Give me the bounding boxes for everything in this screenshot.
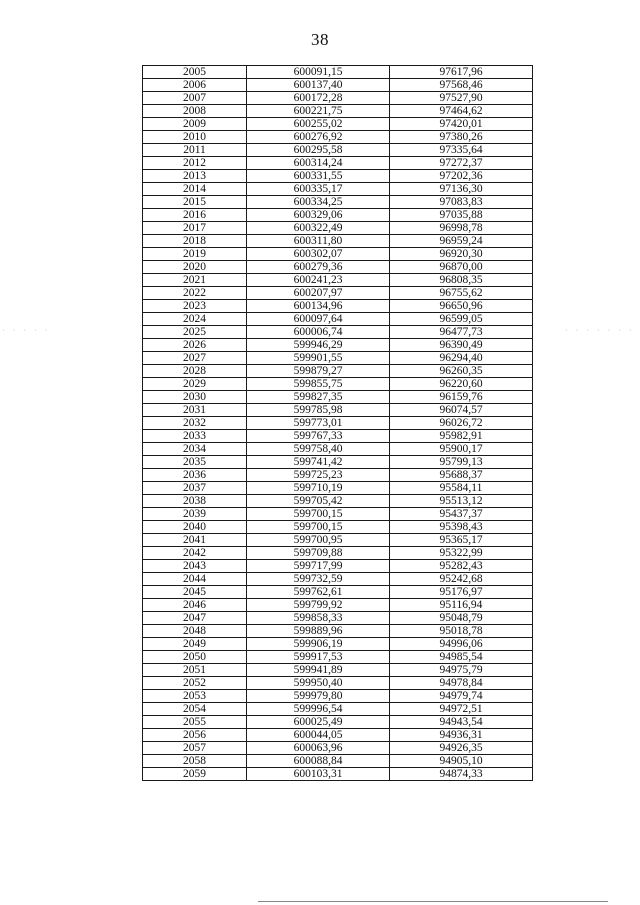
coordinate-y-cell: 94972,51 <box>390 703 533 716</box>
coordinate-y-cell: 97272,37 <box>390 157 533 170</box>
point-number-cell: 2008 <box>143 105 247 118</box>
coordinate-x-cell: 600006,74 <box>247 326 390 339</box>
coordinate-y-cell: 96220,60 <box>390 378 533 391</box>
point-number-cell: 2047 <box>143 612 247 625</box>
coordinate-x-cell: 600103,31 <box>247 768 390 781</box>
point-number-cell: 2020 <box>143 261 247 274</box>
point-number-cell: 2014 <box>143 183 247 196</box>
coordinate-y-cell: 97380,26 <box>390 131 533 144</box>
table-row <box>143 352 533 365</box>
coordinate-x-cell: 599700,95 <box>247 534 390 547</box>
coordinate-y-cell: 94978,84 <box>390 677 533 690</box>
table-row <box>143 248 533 261</box>
table-row <box>143 170 533 183</box>
coordinate-x-cell: 599773,01 <box>247 417 390 430</box>
coordinate-x-cell: 600241,23 <box>247 274 390 287</box>
coordinate-y-cell: 95437,37 <box>390 508 533 521</box>
point-number-cell: 2029 <box>143 378 247 391</box>
coordinates-table-body <box>143 66 533 781</box>
table-row <box>143 196 533 209</box>
table-row <box>143 677 533 690</box>
coordinate-y-cell: 97202,36 <box>390 170 533 183</box>
coordinate-x-cell: 599950,40 <box>247 677 390 690</box>
point-number-cell: 2046 <box>143 599 247 612</box>
coordinate-y-cell: 95242,68 <box>390 573 533 586</box>
table-row <box>143 690 533 703</box>
table-row <box>143 339 533 352</box>
point-number-cell: 2038 <box>143 495 247 508</box>
table-row <box>143 664 533 677</box>
coordinate-x-cell: 600044,05 <box>247 729 390 742</box>
table-row <box>143 118 533 131</box>
table-row <box>143 469 533 482</box>
table-row <box>143 326 533 339</box>
coordinate-x-cell: 600335,17 <box>247 183 390 196</box>
coordinate-y-cell: 97420,01 <box>390 118 533 131</box>
point-number-cell: 2031 <box>143 404 247 417</box>
coordinate-x-cell: 600088,84 <box>247 755 390 768</box>
table-row <box>143 417 533 430</box>
coordinate-y-cell: 97527,90 <box>390 92 533 105</box>
coordinate-y-cell: 95018,78 <box>390 625 533 638</box>
table-row <box>143 716 533 729</box>
scan-specks-left: · · · · · <box>2 326 51 335</box>
table-row <box>143 157 533 170</box>
coordinate-x-cell: 599705,42 <box>247 495 390 508</box>
coordinate-x-cell: 600221,75 <box>247 105 390 118</box>
point-number-cell: 2044 <box>143 573 247 586</box>
coordinate-x-cell: 599709,88 <box>247 547 390 560</box>
coordinate-y-cell: 96870,00 <box>390 261 533 274</box>
point-number-cell: 2033 <box>143 430 247 443</box>
coordinate-y-cell: 95584,11 <box>390 482 533 495</box>
coordinate-x-cell: 599979,80 <box>247 690 390 703</box>
coordinate-y-cell: 94975,79 <box>390 664 533 677</box>
coordinate-x-cell: 600025,49 <box>247 716 390 729</box>
coordinate-y-cell: 96959,24 <box>390 235 533 248</box>
coordinate-x-cell: 600302,07 <box>247 248 390 261</box>
point-number-cell: 2030 <box>143 391 247 404</box>
footer-rule <box>258 901 608 902</box>
point-number-cell: 2009 <box>143 118 247 131</box>
coordinate-x-cell: 600311,80 <box>247 235 390 248</box>
coordinate-y-cell: 96920,30 <box>390 248 533 261</box>
coordinate-y-cell: 94985,54 <box>390 651 533 664</box>
table-row <box>143 287 533 300</box>
point-number-cell: 2025 <box>143 326 247 339</box>
point-number-cell: 2024 <box>143 313 247 326</box>
table-row <box>143 573 533 586</box>
coordinate-y-cell: 95799,13 <box>390 456 533 469</box>
table-row <box>143 703 533 716</box>
coordinate-y-cell: 95398,43 <box>390 521 533 534</box>
coordinate-x-cell: 599901,55 <box>247 352 390 365</box>
table-row <box>143 209 533 222</box>
point-number-cell: 2017 <box>143 222 247 235</box>
point-number-cell: 2043 <box>143 560 247 573</box>
coordinate-y-cell: 94943,54 <box>390 716 533 729</box>
point-number-cell: 2056 <box>143 729 247 742</box>
coordinate-x-cell: 599879,27 <box>247 365 390 378</box>
point-number-cell: 2057 <box>143 742 247 755</box>
point-number-cell: 2011 <box>143 144 247 157</box>
coordinate-y-cell: 95513,12 <box>390 495 533 508</box>
coordinate-y-cell: 96026,72 <box>390 417 533 430</box>
coordinate-x-cell: 599906,19 <box>247 638 390 651</box>
table-row <box>143 625 533 638</box>
coordinate-y-cell: 96477,73 <box>390 326 533 339</box>
coordinate-y-cell: 96260,35 <box>390 365 533 378</box>
coordinate-x-cell: 600322,49 <box>247 222 390 235</box>
point-number-cell: 2049 <box>143 638 247 651</box>
point-number-cell: 2055 <box>143 716 247 729</box>
coordinate-y-cell: 94926,35 <box>390 742 533 755</box>
coordinate-y-cell: 96390,49 <box>390 339 533 352</box>
coordinate-x-cell: 600255,02 <box>247 118 390 131</box>
coordinate-y-cell: 94979,74 <box>390 690 533 703</box>
point-number-cell: 2052 <box>143 677 247 690</box>
coordinate-y-cell: 96650,96 <box>390 300 533 313</box>
table-row <box>143 222 533 235</box>
coordinate-x-cell: 600097,64 <box>247 313 390 326</box>
coordinate-x-cell: 600091,15 <box>247 66 390 79</box>
table-row <box>143 79 533 92</box>
coordinate-x-cell: 600137,40 <box>247 79 390 92</box>
coordinate-x-cell: 600329,06 <box>247 209 390 222</box>
coordinate-y-cell: 95322,99 <box>390 547 533 560</box>
coordinate-y-cell: 97568,46 <box>390 79 533 92</box>
point-number-cell: 2035 <box>143 456 247 469</box>
coordinate-x-cell: 600334,25 <box>247 196 390 209</box>
coordinate-x-cell: 599785,98 <box>247 404 390 417</box>
coordinates-table <box>142 65 533 781</box>
table-row <box>143 456 533 469</box>
table-row <box>143 508 533 521</box>
point-number-cell: 2028 <box>143 365 247 378</box>
coordinate-y-cell: 96998,78 <box>390 222 533 235</box>
coordinate-x-cell: 599996,54 <box>247 703 390 716</box>
point-number-cell: 2050 <box>143 651 247 664</box>
point-number-cell: 2036 <box>143 469 247 482</box>
table-row <box>143 560 533 573</box>
coordinate-x-cell: 600172,28 <box>247 92 390 105</box>
coordinate-y-cell: 97617,96 <box>390 66 533 79</box>
coordinate-x-cell: 600063,96 <box>247 742 390 755</box>
point-number-cell: 2032 <box>143 417 247 430</box>
coordinate-x-cell: 599917,53 <box>247 651 390 664</box>
point-number-cell: 2054 <box>143 703 247 716</box>
point-number-cell: 2016 <box>143 209 247 222</box>
point-number-cell: 2010 <box>143 131 247 144</box>
coordinate-x-cell: 600276,92 <box>247 131 390 144</box>
coordinate-x-cell: 599889,96 <box>247 625 390 638</box>
coordinate-x-cell: 599741,42 <box>247 456 390 469</box>
point-number-cell: 2021 <box>143 274 247 287</box>
point-number-cell: 2027 <box>143 352 247 365</box>
point-number-cell: 2058 <box>143 755 247 768</box>
point-number-cell: 2042 <box>143 547 247 560</box>
point-number-cell: 2041 <box>143 534 247 547</box>
coordinate-x-cell: 599758,40 <box>247 443 390 456</box>
point-number-cell: 2037 <box>143 482 247 495</box>
coordinate-y-cell: 95900,17 <box>390 443 533 456</box>
table-row <box>143 768 533 781</box>
table-row <box>143 183 533 196</box>
table-row <box>143 274 533 287</box>
table-row <box>143 144 533 157</box>
coordinate-y-cell: 96294,40 <box>390 352 533 365</box>
point-number-cell: 2022 <box>143 287 247 300</box>
coordinate-x-cell: 599732,59 <box>247 573 390 586</box>
coordinate-x-cell: 599946,29 <box>247 339 390 352</box>
point-number-cell: 2026 <box>143 339 247 352</box>
point-number-cell: 2023 <box>143 300 247 313</box>
table-row <box>143 66 533 79</box>
table-row <box>143 599 533 612</box>
table-row <box>143 443 533 456</box>
table-row <box>143 586 533 599</box>
coordinate-x-cell: 600314,24 <box>247 157 390 170</box>
table-row <box>143 742 533 755</box>
coordinate-y-cell: 95176,97 <box>390 586 533 599</box>
coordinate-x-cell: 599762,61 <box>247 586 390 599</box>
coordinate-y-cell: 96599,05 <box>390 313 533 326</box>
coordinate-y-cell: 95982,91 <box>390 430 533 443</box>
point-number-cell: 2040 <box>143 521 247 534</box>
scan-specks-right: · · · · · · · <box>565 326 635 335</box>
coordinate-y-cell: 97464,62 <box>390 105 533 118</box>
coordinate-y-cell: 95365,17 <box>390 534 533 547</box>
coordinate-x-cell: 599700,15 <box>247 521 390 534</box>
coordinate-x-cell: 599855,75 <box>247 378 390 391</box>
table-row <box>143 391 533 404</box>
table-row <box>143 105 533 118</box>
point-number-cell: 2015 <box>143 196 247 209</box>
table-row <box>143 729 533 742</box>
coordinate-y-cell: 97035,88 <box>390 209 533 222</box>
table-row <box>143 547 533 560</box>
table-row <box>143 92 533 105</box>
point-number-cell: 2034 <box>143 443 247 456</box>
table-row <box>143 612 533 625</box>
table-row <box>143 521 533 534</box>
point-number-cell: 2059 <box>143 768 247 781</box>
coordinate-x-cell: 599725,23 <box>247 469 390 482</box>
coordinate-y-cell: 94936,31 <box>390 729 533 742</box>
table-row <box>143 378 533 391</box>
coordinate-x-cell: 600134,96 <box>247 300 390 313</box>
coordinate-y-cell: 96755,62 <box>390 287 533 300</box>
point-number-cell: 2005 <box>143 66 247 79</box>
point-number-cell: 2051 <box>143 664 247 677</box>
table-row <box>143 300 533 313</box>
table-row <box>143 365 533 378</box>
coordinate-y-cell: 94874,33 <box>390 768 533 781</box>
point-number-cell: 2006 <box>143 79 247 92</box>
coordinate-x-cell: 600295,58 <box>247 144 390 157</box>
coordinate-y-cell: 94905,10 <box>390 755 533 768</box>
coordinate-x-cell: 600207,97 <box>247 287 390 300</box>
table-row <box>143 495 533 508</box>
coordinate-x-cell: 599827,35 <box>247 391 390 404</box>
table-row <box>143 638 533 651</box>
table-row <box>143 131 533 144</box>
point-number-cell: 2007 <box>143 92 247 105</box>
coordinate-x-cell: 599717,99 <box>247 560 390 573</box>
coordinate-y-cell: 97083,83 <box>390 196 533 209</box>
table-row <box>143 534 533 547</box>
table-row <box>143 313 533 326</box>
table-row <box>143 261 533 274</box>
coordinate-y-cell: 95048,79 <box>390 612 533 625</box>
point-number-cell: 2013 <box>143 170 247 183</box>
coordinate-y-cell: 96074,57 <box>390 404 533 417</box>
coordinate-x-cell: 599941,89 <box>247 664 390 677</box>
page-number: 38 <box>311 30 329 49</box>
point-number-cell: 2045 <box>143 586 247 599</box>
coordinate-y-cell: 94996,06 <box>390 638 533 651</box>
table-row <box>143 404 533 417</box>
coordinate-x-cell: 600331,55 <box>247 170 390 183</box>
coordinate-x-cell: 599767,33 <box>247 430 390 443</box>
coordinate-y-cell: 96808,35 <box>390 274 533 287</box>
point-number-cell: 2012 <box>143 157 247 170</box>
coordinate-y-cell: 95282,43 <box>390 560 533 573</box>
coordinate-x-cell: 599799,92 <box>247 599 390 612</box>
coordinate-y-cell: 95116,94 <box>390 599 533 612</box>
point-number-cell: 2018 <box>143 235 247 248</box>
coordinate-x-cell: 600279,36 <box>247 261 390 274</box>
point-number-cell: 2039 <box>143 508 247 521</box>
coordinate-x-cell: 599710,19 <box>247 482 390 495</box>
coordinate-y-cell: 96159,76 <box>390 391 533 404</box>
table-row <box>143 755 533 768</box>
point-number-cell: 2053 <box>143 690 247 703</box>
coordinate-x-cell: 599858,33 <box>247 612 390 625</box>
coordinate-y-cell: 97335,64 <box>390 144 533 157</box>
coordinate-y-cell: 97136,30 <box>390 183 533 196</box>
point-number-cell: 2048 <box>143 625 247 638</box>
table-row <box>143 482 533 495</box>
coordinate-y-cell: 95688,37 <box>390 469 533 482</box>
table-row <box>143 651 533 664</box>
point-number-cell: 2019 <box>143 248 247 261</box>
table-row <box>143 430 533 443</box>
coordinate-x-cell: 599700,15 <box>247 508 390 521</box>
table-row <box>143 235 533 248</box>
